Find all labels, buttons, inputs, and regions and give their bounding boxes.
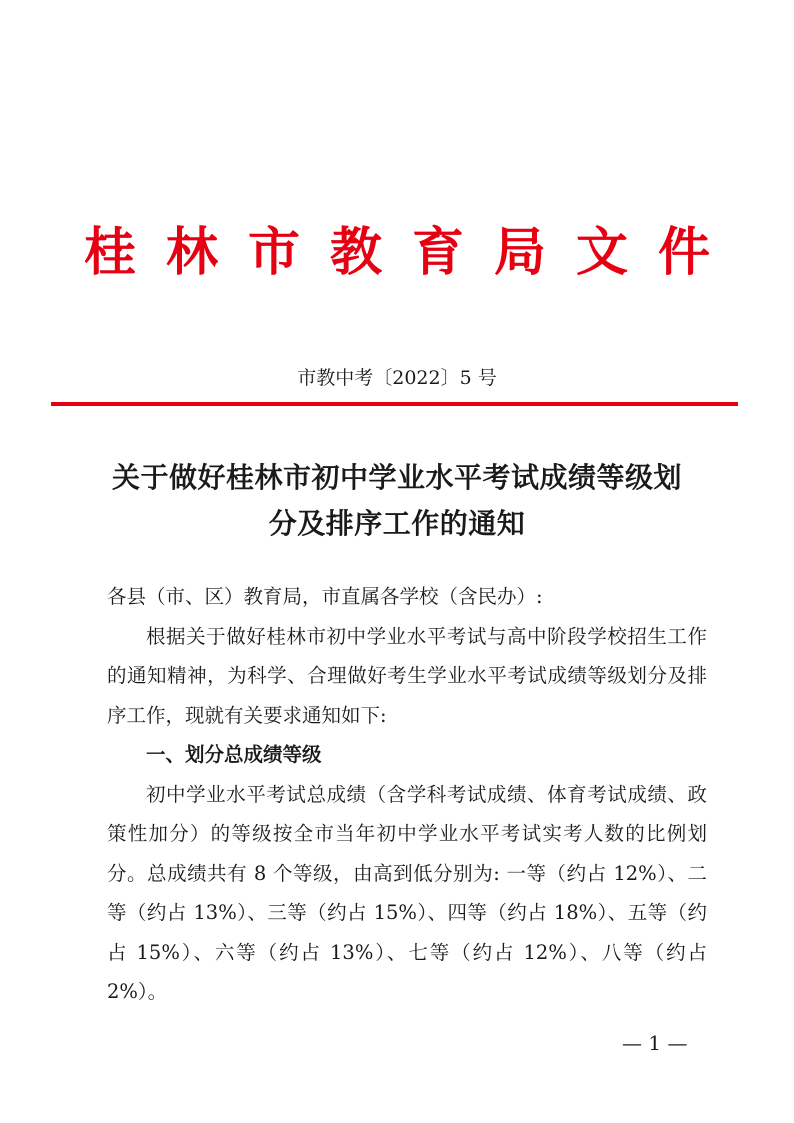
page-number: — 1 — (622, 1031, 688, 1055)
red-divider-line (51, 402, 738, 406)
issuer-header-title: 桂林市教育局文件 (83, 223, 740, 283)
body-paragraph-2: 初中学业水平考试总成绩（含学科考试成绩、体育考试成绩、政策性加分）的等级按全市当年初中学业水平考试实考人数的比例划分。总成绩共有 8 个等级，由高到低分别为: 一等（约占 12%）、二等（约占 13%）、三等（约占 15%）、四等（约占 18%）、五等（约占 15%）、六等（约占 13%）、七等（约占 12%）、八等（约占 2%）。 (107, 782, 707, 1003)
document-number: 市教中考〔2022〕5 号 (297, 367, 497, 389)
document-title (90, 455, 704, 547)
salutation: 各县（市、区）教育局，市直属各学校（含民办）: (107, 585, 543, 608)
document-title-line-1: 关于做好桂林市初中学业水平考试成绩等级划 (111, 461, 682, 494)
body-paragraph-1: 根据关于做好桂林市初中学业水平考试与高中阶段学校招生工作的通知精神，为科学、合理做好考生学业水平考试成绩等级划分及排序工作，现就有关要求通知如下: (107, 624, 707, 727)
document-body (107, 577, 707, 1012)
section-heading-1: 一、划分总成绩等级 (146, 743, 322, 766)
document-title-line-2: 分及排序工作的通知 (268, 507, 526, 540)
